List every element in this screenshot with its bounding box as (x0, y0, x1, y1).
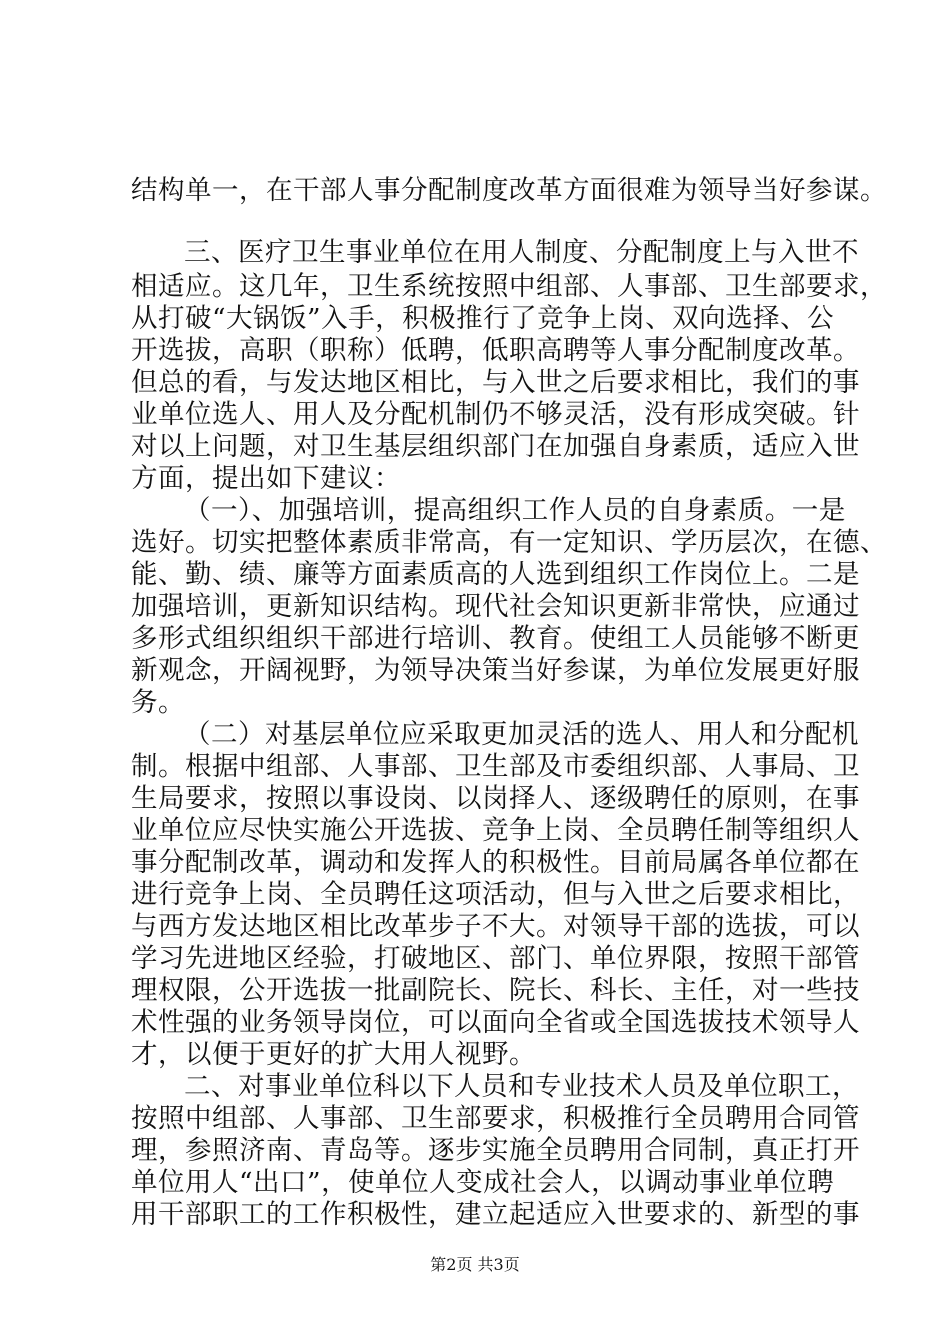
text-line: 方面，提出如下建议： (131, 463, 401, 494)
text-line: （二）对基层单位应采取更加灵活的选人、用人和分配机 (184, 719, 859, 750)
text-line: 从打破“大锅饭”入手，积极推行了竞争上岗、双向选择、公 (131, 303, 835, 334)
text-line: 但总的看，与发达地区相比，与入世之后要求相比，我们的事 (131, 367, 860, 398)
text-line: 制。根据中组部、人事部、卫生部及市委组织部、人事局、卫 (131, 751, 860, 782)
page-number-footer: 第2页 共3页 (430, 1255, 520, 1274)
text-line: 理权限，公开选拔一批副院长、院长、科长、主任，对一些技 (131, 975, 860, 1006)
text-line: 事分配制改革，调动和发挥人的积极性。目前局属各单位都在 (131, 847, 860, 878)
text-line: （一）、加强培训，提高组织工作人员的自身素质。一是 (184, 495, 846, 526)
text-line: 与西方发达地区相比改革步子不大。对领导干部的选拔，可以 (131, 911, 860, 942)
text-line: 二、对事业单位科以下人员和专业技术人员及单位职工， (184, 1071, 859, 1102)
text-line: 理，参照济南、青岛等。逐步实施全员聘用合同制，真正打开 (131, 1135, 860, 1166)
text-line: 学习先进地区经验，打破地区、部门、单位界限，按照干部管 (131, 943, 860, 974)
text-line: 才，以便于更好的扩大用人视野。 (131, 1039, 536, 1070)
text-line: 务。 (131, 687, 185, 718)
text-line: 能、勤、绩、廉等方面素质高的人选到组织工作岗位上。二是 (131, 559, 860, 590)
text-line: 加强培训，更新知识结构。现代社会知识更新非常快，应通过 (131, 591, 860, 622)
text-line: 生局要求，按照以事设岗、以岗择人、逐级聘任的原则，在事 (131, 783, 860, 814)
text-line: 用干部职工的工作积极性，建立起适应入世要求的、新型的事 (131, 1199, 860, 1230)
text-line: 业单位选人、用人及分配机制仍不够灵活，没有形成突破。针 (131, 399, 860, 430)
text-line: 结构单一，在干部人事分配制度改革方面很难为领导当好参谋。 (131, 175, 887, 206)
text-line: 新观念，开阔视野，为领导决策当好参谋，为单位发展更好服 (131, 655, 860, 686)
text-line: 对以上问题，对卫生基层组织部门在加强自身素质，适应入世 (131, 431, 860, 462)
text-line: 选好。切实把整体素质非常高，有一定知识、学历层次，在德、 (131, 527, 887, 558)
text-line: 开选拔，高职（职称）低聘，低职高聘等人事分配制度改革。 (131, 335, 860, 366)
text-line: 业单位应尽快实施公开选拔、竞争上岗、全员聘任制等组织人 (131, 815, 860, 846)
text-line: 多形式组织组织干部进行培训、教育。使组工人员能够不断更 (131, 623, 860, 654)
text-line: 按照中组部、人事部、卫生部要求，积极推行全员聘用合同管 (131, 1103, 860, 1134)
text-line: 术性强的业务领导岗位，可以面向全省或全国选拔技术领导人 (131, 1007, 860, 1038)
text-line: 单位用人“出口”，使单位人变成社会人，以调动事业单位聘 (131, 1167, 835, 1198)
text-line: 三、医疗卫生事业单位在用人制度、分配制度上与入世不 (184, 237, 859, 268)
text-line: 进行竞争上岗、全员聘任这项活动，但与入世之后要求相比， (131, 879, 860, 910)
text-line: 相适应。这几年，卫生系统按照中组部、人事部、卫生部要求， (131, 271, 887, 302)
